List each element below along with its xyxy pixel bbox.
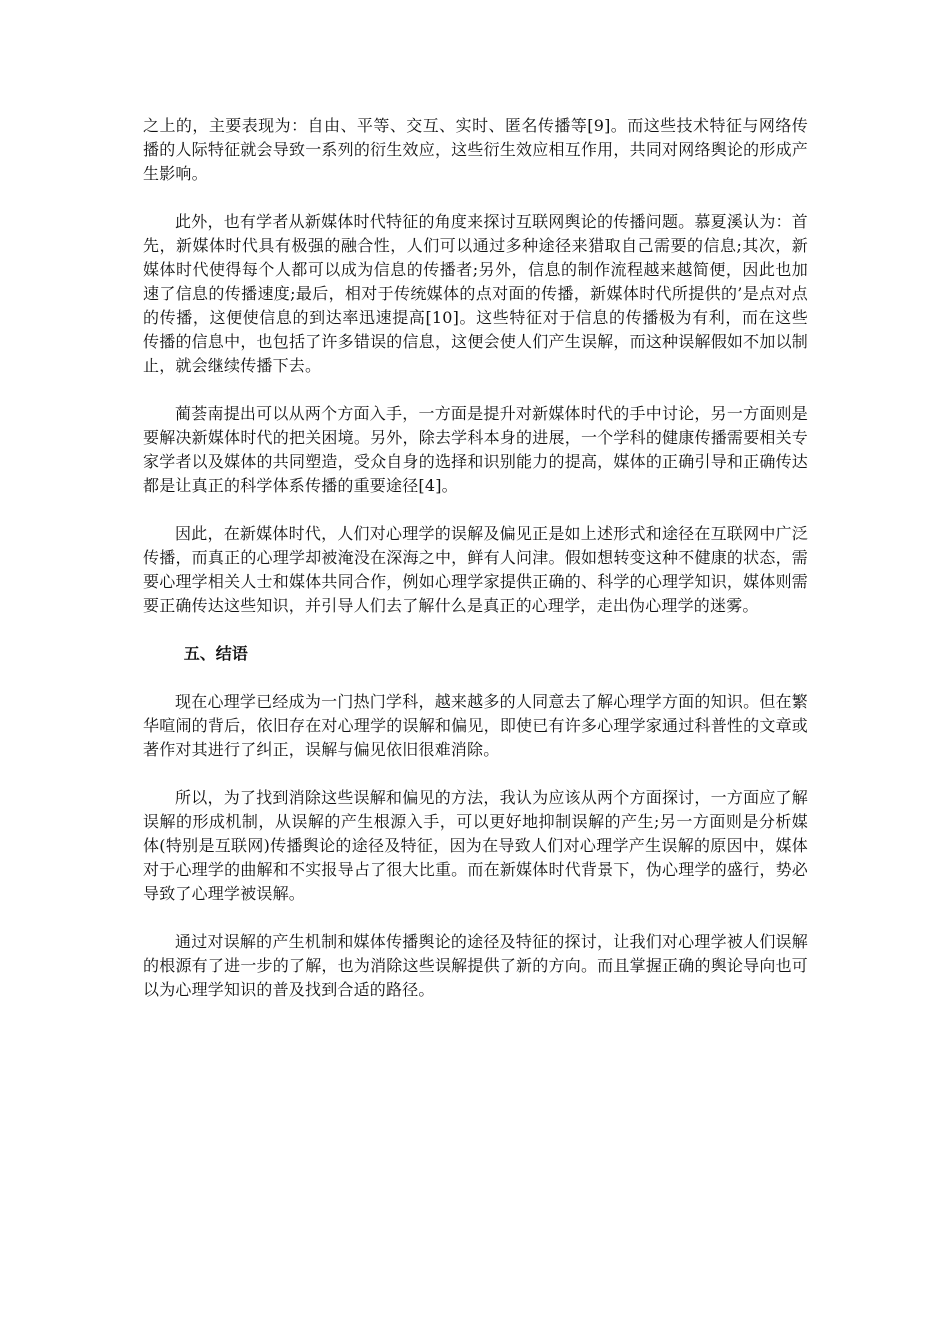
body-paragraph: 此外，也有学者从新媒体时代特征的角度来探讨互联网舆论的传播问题。慕夏溪认为：首先，新媒体时代具有极强的融合性，人们可以通过多种途径来猎取自己需要的信息;其次，新媒体时代使得每个人都可以成为信息的传播者;另外，信息的制作流程越来越简便，因此也加速了信息的传播速度;最后，相对于传统媒体的点对面的传播，新媒体时代所提供的’是点对点的传播，这便使信息的到达率迅速提高[10]。这些特征对于信息的传播极为有利，而在这些传播的信息中，也包括了许多错误的信息，这便会使人们产生误解，而这种误解假如不加以制止，就会继续传播下去。 [143, 212, 808, 375]
paragraph-spacer [143, 666, 808, 690]
paragraph-spacer [143, 186, 808, 210]
paragraph-spacer [143, 906, 808, 930]
paragraph-spacer [143, 762, 808, 786]
body-paragraph: 蔺荟南提出可以从两个方面入手，一方面是提升对新媒体时代的手中讨论，另一方面则是要解决新媒体时代的把关困境。另外，除去学科本身的进展，一个学科的健康传播需要相关专家学者以及媒体的共同塑造，受众自身的选择和识别能力的提高，媒体的正确引导和正确传达都是让真正的科学体系传播的重要途径[4]。 [143, 404, 808, 495]
body-paragraph: 之上的，主要表现为：自由、平等、交互、实时、匿名传播等[9]。而这些技术特征与网络传播的人际特征就会导致一系列的衍生效应，这些衍生效应相互作用，共同对网络舆论的形成产生影响。 [143, 116, 808, 183]
paragraph-spacer [143, 498, 808, 522]
conclusion-paragraph: 现在心理学已经成为一门热门学科，越来越多的人同意去了解心理学方面的知识。但在繁华喧闹的背后，依旧存在对心理学的误解和偏见，即使已有许多心理学家通过科普性的文章或著作对其进行了纠正，误解与偏见依旧很难消除。 [143, 692, 808, 759]
body-paragraph: 因此，在新媒体时代，人们对心理学的误解及偏见正是如上述形式和途径在互联网中广泛传播，而真正的心理学却被淹没在深海之中，鲜有人问津。假如想转变这种不健康的状态，需要心理学相关人士和媒体共同合作，例如心理学家提供正确的、科学的心理学知识，媒体则需要正确传达这些知识，并引导人们去了解什么是真正的心理学，走出伪心理学的迷雾。 [143, 524, 808, 615]
conclusion-paragraph: 通过对误解的产生机制和媒体传播舆论的途径及特征的探讨，让我们对心理学被人们误解的根源有了进一步的了解，也为消除这些误解提供了新的方向。而且掌握正确的舆论导向也可以为心理学知识的普及找到合适的路径。 [143, 932, 808, 999]
conclusion-paragraph: 所以，为了找到消除这些误解和偏见的方法，我认为应该从两个方面探讨，一方面应了解误解的形成机制，从误解的产生根源入手，可以更好地抑制误解的产生;另一方面则是分析媒体(特别是互联网)传播舆论的途径及特征，因为在导致人们对心理学产生误解的原因中，媒体对于心理学的曲解和不实报导占了很大比重。而在新媒体时代背景下，伪心理学的盛行，势必导致了心理学被误解。 [143, 788, 808, 903]
paragraph-spacer [143, 618, 808, 642]
section-heading: 五、结语 [183, 644, 248, 663]
document-page [143, 114, 808, 1002]
paragraph-spacer [143, 378, 808, 402]
